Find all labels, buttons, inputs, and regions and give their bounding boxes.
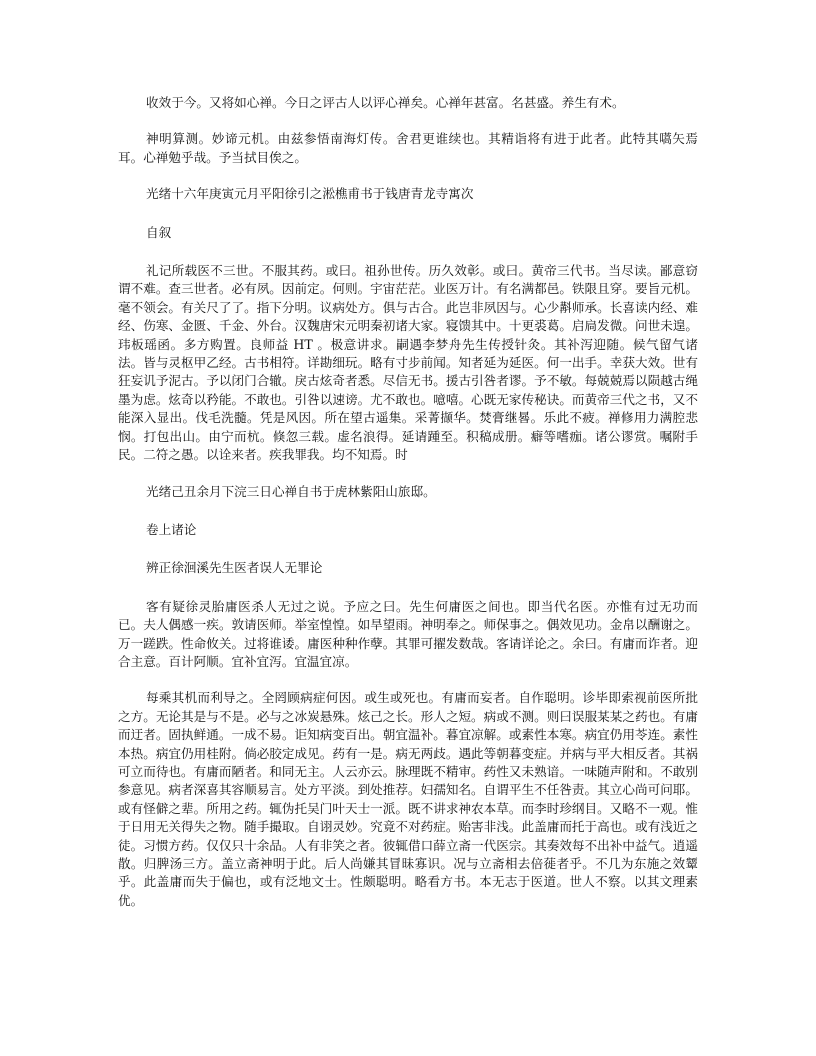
paragraph-preface-closing: 收效于今。又将如心禅。今日之评古人以评心禅矣。心禅年甚富。名甚盛。养生有术。: [146, 95, 625, 110]
section-heading-self-preface: 自叙: [146, 224, 172, 240]
volume-heading: 卷上诸论: [146, 521, 197, 537]
document-page: [118, 94, 698, 928]
self-preface-signature: 光绪己丑余月下浣三日心禅自书于虎林紫阳山旅邸。: [146, 483, 436, 499]
paragraph-preface-praise: 神明算测。妙谛元机。由兹参悟南海灯传。舍君更谁续也。其精诣将有进于此者。此特其嚆矢焉耳。心禅勉乎哉。予当拭目俟之。: [118, 131, 698, 165]
paragraph-essay-body: 每乘其机而利导之。全罔顾病症何因。或生或死也。有庸而妄者。自作聪明。诊毕即索视前医所批之方。无论其是与不是。必与之冰炭悬殊。炫己之长。形人之短。病或不测。则曰误服某某之药也。有庸而迂者。固执鲜通。一成不易。讵知病变百出。朝宜温补。暮宜凉解。或素性本寒。病宜仍用苓连。素性本热。病宜仍用桂附。倘必胶定成见。药有一是。病无两歧。遇此等朝暮变症。并病与平大相反者。其祸可立而待也。有庸而陋者。和同无主。人云亦云。脉理既不精审。药性又未熟谙。一味随声附和。不敢别参意见。病者深喜其容顺易言。处方平淡。到处推荐。妇孺知名。自谓平生不任咎责。其立心尚可问耶。或有怪僻之辈。所用之药。辄伪托吴门叶天士一派。既不讲求神农本草。而李时珍纲目。又略不一观。惟于日用无关得失之物。随手撮取。自诩灵妙。究竟不对药症。贻害非浅。此盖庸而托于高也。或有浅近之徒。习惯方药。仅仅只十余品。人有非笑之者。彼辄借口薛立斋一代医宗。其奏效每不出补中益气。逍遥散。归脾汤三方。盖立斋神明于此。后人尚嫌其冒昧寡识。况与立斋相去倍蓰者乎。不几为东施之效颦乎。此盖庸而失于偏也，或有泛地文士。性颇聪明。略看方书。本无志于医道。世人不察。以其文理素优。: [118, 690, 698, 908]
paragraph-essay-intro: 客有疑徐灵胎庸医杀人无过之说。予应之曰。先生何庸医之间也。即当代名医。亦惟有过无功而已。夫人偶感一疾。敦请医师。举室惶惶。如旱望雨。神明奉之。师保事之。偶效见功。金帛以酬谢之。万一蹉跌。性命攸关。过将谁诿。庸医种种作孽。其罪可擢发数哉。客请详论之。余曰。有庸而诈者。迎合主意。百计阿顺。宜补宜泻。宜温宜凉。: [118, 598, 698, 669]
essay-title: 辨正徐洄溪先生医者误人无罪论: [146, 560, 323, 576]
paragraph-self-preface: 礼记所载医不三世。不服其药。或曰。祖孙世传。历久效彰。或曰。黄帝三代书。当尽读。鄙意窃谓不难。查三世者。必有夙。因前定。何则。宇宙茫茫。业医万计。有名满都邑。铁限且穿。要旨元机。毫不领会。有关尺了了。指下分明。议病处方。俱与古合。此岂非夙因与。心少斠师承。长喜读内经、难经、伤寒、金匮、千金、外台。汉魏唐宋元明秦初诸大家。寝馈其中。十更裘葛。启扃发微。问世未遑。玮板瑶函。多方购置。良师益 HT 。极意讲求。嗣遇李梦舟先生传授针灸。其补泻迎随。候气留气诸法。皆与灵枢甲乙经。古书相符。详勘细玩。略有寸步前闻。知者延为延医。何一出手。幸获大效。世有狂妄讥予泥古。予以闭门合辙。戾古炫奇者悉。尽信无书。援古引咎者谬。予不敏。每兢兢焉以陨越古绳墨为虑。炫奇以矜能。不敢也。引咎以速谤。尤不敢也。噫嘻。心既无家传秘诀。而黄帝三代之书，又不能深入显出。伐毛洗髓。凭是风因。所在望古遥集。采菁撷华。焚膏继晷。乐此不疲。禅修用力满腔悲悯。打包出山。由宁而杭。倏忽三载。虚名浪得。延请踵至。积稿成册。癖等嗜痂。诸公谬赏。嘱附手民。二符之愚。以诠来者。疾我罪我。均不知焉。时: [118, 263, 698, 463]
preface-signature: 光绪十六年庚寅元月平阳徐引之淞樵甫书于钱唐青龙寺寓次: [146, 186, 474, 202]
